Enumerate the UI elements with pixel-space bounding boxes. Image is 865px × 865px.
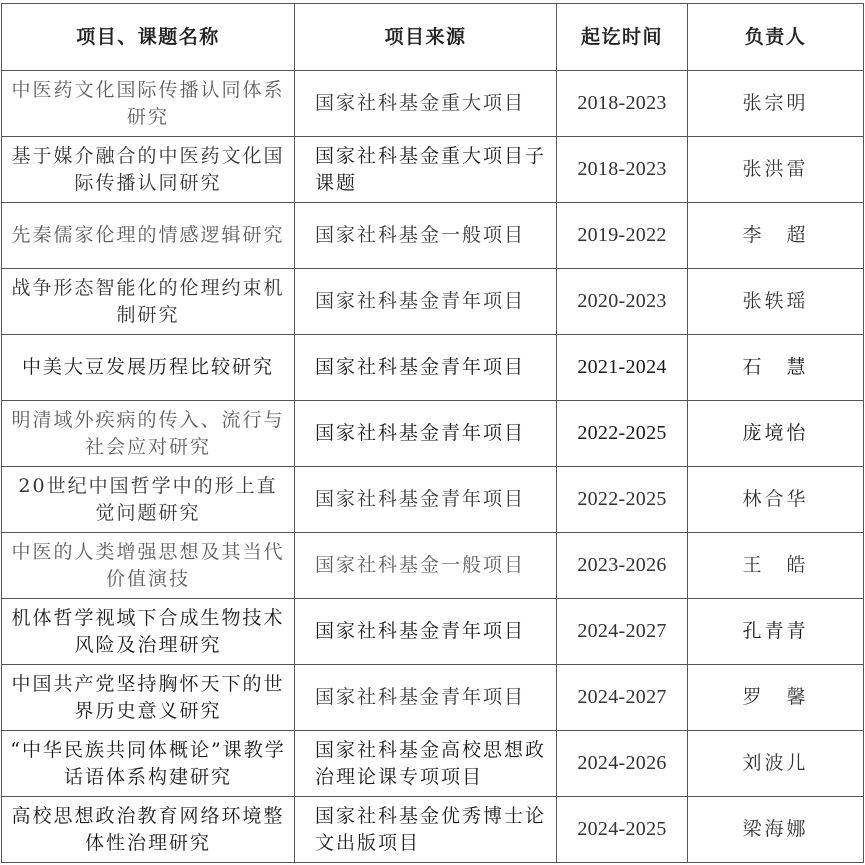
- project-title-cell: 基于媒介融合的中医药文化国际传播认同研究: [2, 137, 295, 203]
- table-row: [2, 467, 864, 533]
- project-leader-cell: 孔青青: [688, 599, 864, 665]
- table-row: [2, 401, 864, 467]
- project-period-cell: 2024-2025: [557, 797, 688, 863]
- project-source-cell: 国家社科基金青年项目: [295, 467, 557, 533]
- project-title-cell: 中医的人类增强思想及其当代价值演技: [2, 533, 295, 599]
- project-source-cell: 国家社科基金重大项目子课题: [295, 137, 557, 203]
- project-source-cell: 国家社科基金一般项目: [295, 203, 557, 269]
- project-title-cell: 战争形态智能化的伦理约束机制研究: [2, 269, 295, 335]
- table-row: [2, 731, 864, 797]
- project-source-cell: 国家社科基金青年项目: [295, 269, 557, 335]
- table-row: [2, 203, 864, 269]
- table-row: [2, 137, 864, 203]
- project-leader-cell: 庞境怡: [688, 401, 864, 467]
- header-project-source: 项目来源: [295, 4, 557, 71]
- project-source-cell: 国家社科基金青年项目: [295, 401, 557, 467]
- table-row: [2, 599, 864, 665]
- project-period-cell: 2019-2022: [557, 203, 688, 269]
- project-period-cell: 2021-2024: [557, 335, 688, 401]
- project-leader-cell: 张洪雷: [688, 137, 864, 203]
- project-source-cell: 国家社科基金青年项目: [295, 335, 557, 401]
- project-source-cell: 国家社科基金优秀博士论文出版项目: [295, 797, 557, 863]
- project-leader-cell: 张宗明: [688, 71, 864, 137]
- project-period-cell: 2023-2026: [557, 533, 688, 599]
- project-title-cell: 20世纪中国哲学中的形上直觉问题研究: [2, 467, 295, 533]
- project-leader-cell: 罗 馨: [688, 665, 864, 731]
- project-title-cell: 高校思想政治教育网络环境整体性治理研究: [2, 797, 295, 863]
- project-leader-cell: 李 超: [688, 203, 864, 269]
- table-row: [2, 335, 864, 401]
- table-header-row: [2, 4, 864, 71]
- table-row: [2, 71, 864, 137]
- project-period-cell: 2020-2023: [557, 269, 688, 335]
- table-row: [2, 665, 864, 731]
- project-period-cell: 2024-2026: [557, 731, 688, 797]
- project-source-cell: 国家社科基金青年项目: [295, 665, 557, 731]
- project-leader-cell: 张轶瑶: [688, 269, 864, 335]
- project-source-cell: 国家社科基金青年项目: [295, 599, 557, 665]
- project-title-cell: 明清域外疾病的传入、流行与社会应对研究: [2, 401, 295, 467]
- header-leader: 负责人: [688, 4, 864, 71]
- project-source-cell: 国家社科基金一般项目: [295, 533, 557, 599]
- project-period-cell: 2022-2025: [557, 467, 688, 533]
- project-period-cell: 2018-2023: [557, 71, 688, 137]
- project-period-cell: 2022-2025: [557, 401, 688, 467]
- header-period: 起讫时间: [557, 4, 688, 71]
- project-leader-cell: 梁海娜: [688, 797, 864, 863]
- project-period-cell: 2024-2027: [557, 665, 688, 731]
- projects-table: [1, 3, 864, 863]
- project-leader-cell: 刘波儿: [688, 731, 864, 797]
- project-title-cell: 机体哲学视域下合成生物技术风险及治理研究: [2, 599, 295, 665]
- header-project-name: 项目、课题名称: [2, 4, 295, 71]
- project-leader-cell: 王 皓: [688, 533, 864, 599]
- project-period-cell: 2024-2027: [557, 599, 688, 665]
- project-title-cell: 先秦儒家伦理的情感逻辑研究: [2, 203, 295, 269]
- table-row: [2, 269, 864, 335]
- project-source-cell: 国家社科基金重大项目: [295, 71, 557, 137]
- table-row: [2, 797, 864, 863]
- project-leader-cell: 石 慧: [688, 335, 864, 401]
- project-period-cell: 2018-2023: [557, 137, 688, 203]
- project-title-cell: 中美大豆发展历程比较研究: [2, 335, 295, 401]
- table-row: [2, 533, 864, 599]
- project-title-cell: 中国共产党坚持胸怀天下的世界历史意义研究: [2, 665, 295, 731]
- project-title-cell: “中华民族共同体概论”课教学话语体系构建研究: [2, 731, 295, 797]
- project-leader-cell: 林合华: [688, 467, 864, 533]
- project-source-cell: 国家社科基金高校思想政治理论课专项项目: [295, 731, 557, 797]
- project-title-cell: 中医药文化国际传播认同体系研究: [2, 71, 295, 137]
